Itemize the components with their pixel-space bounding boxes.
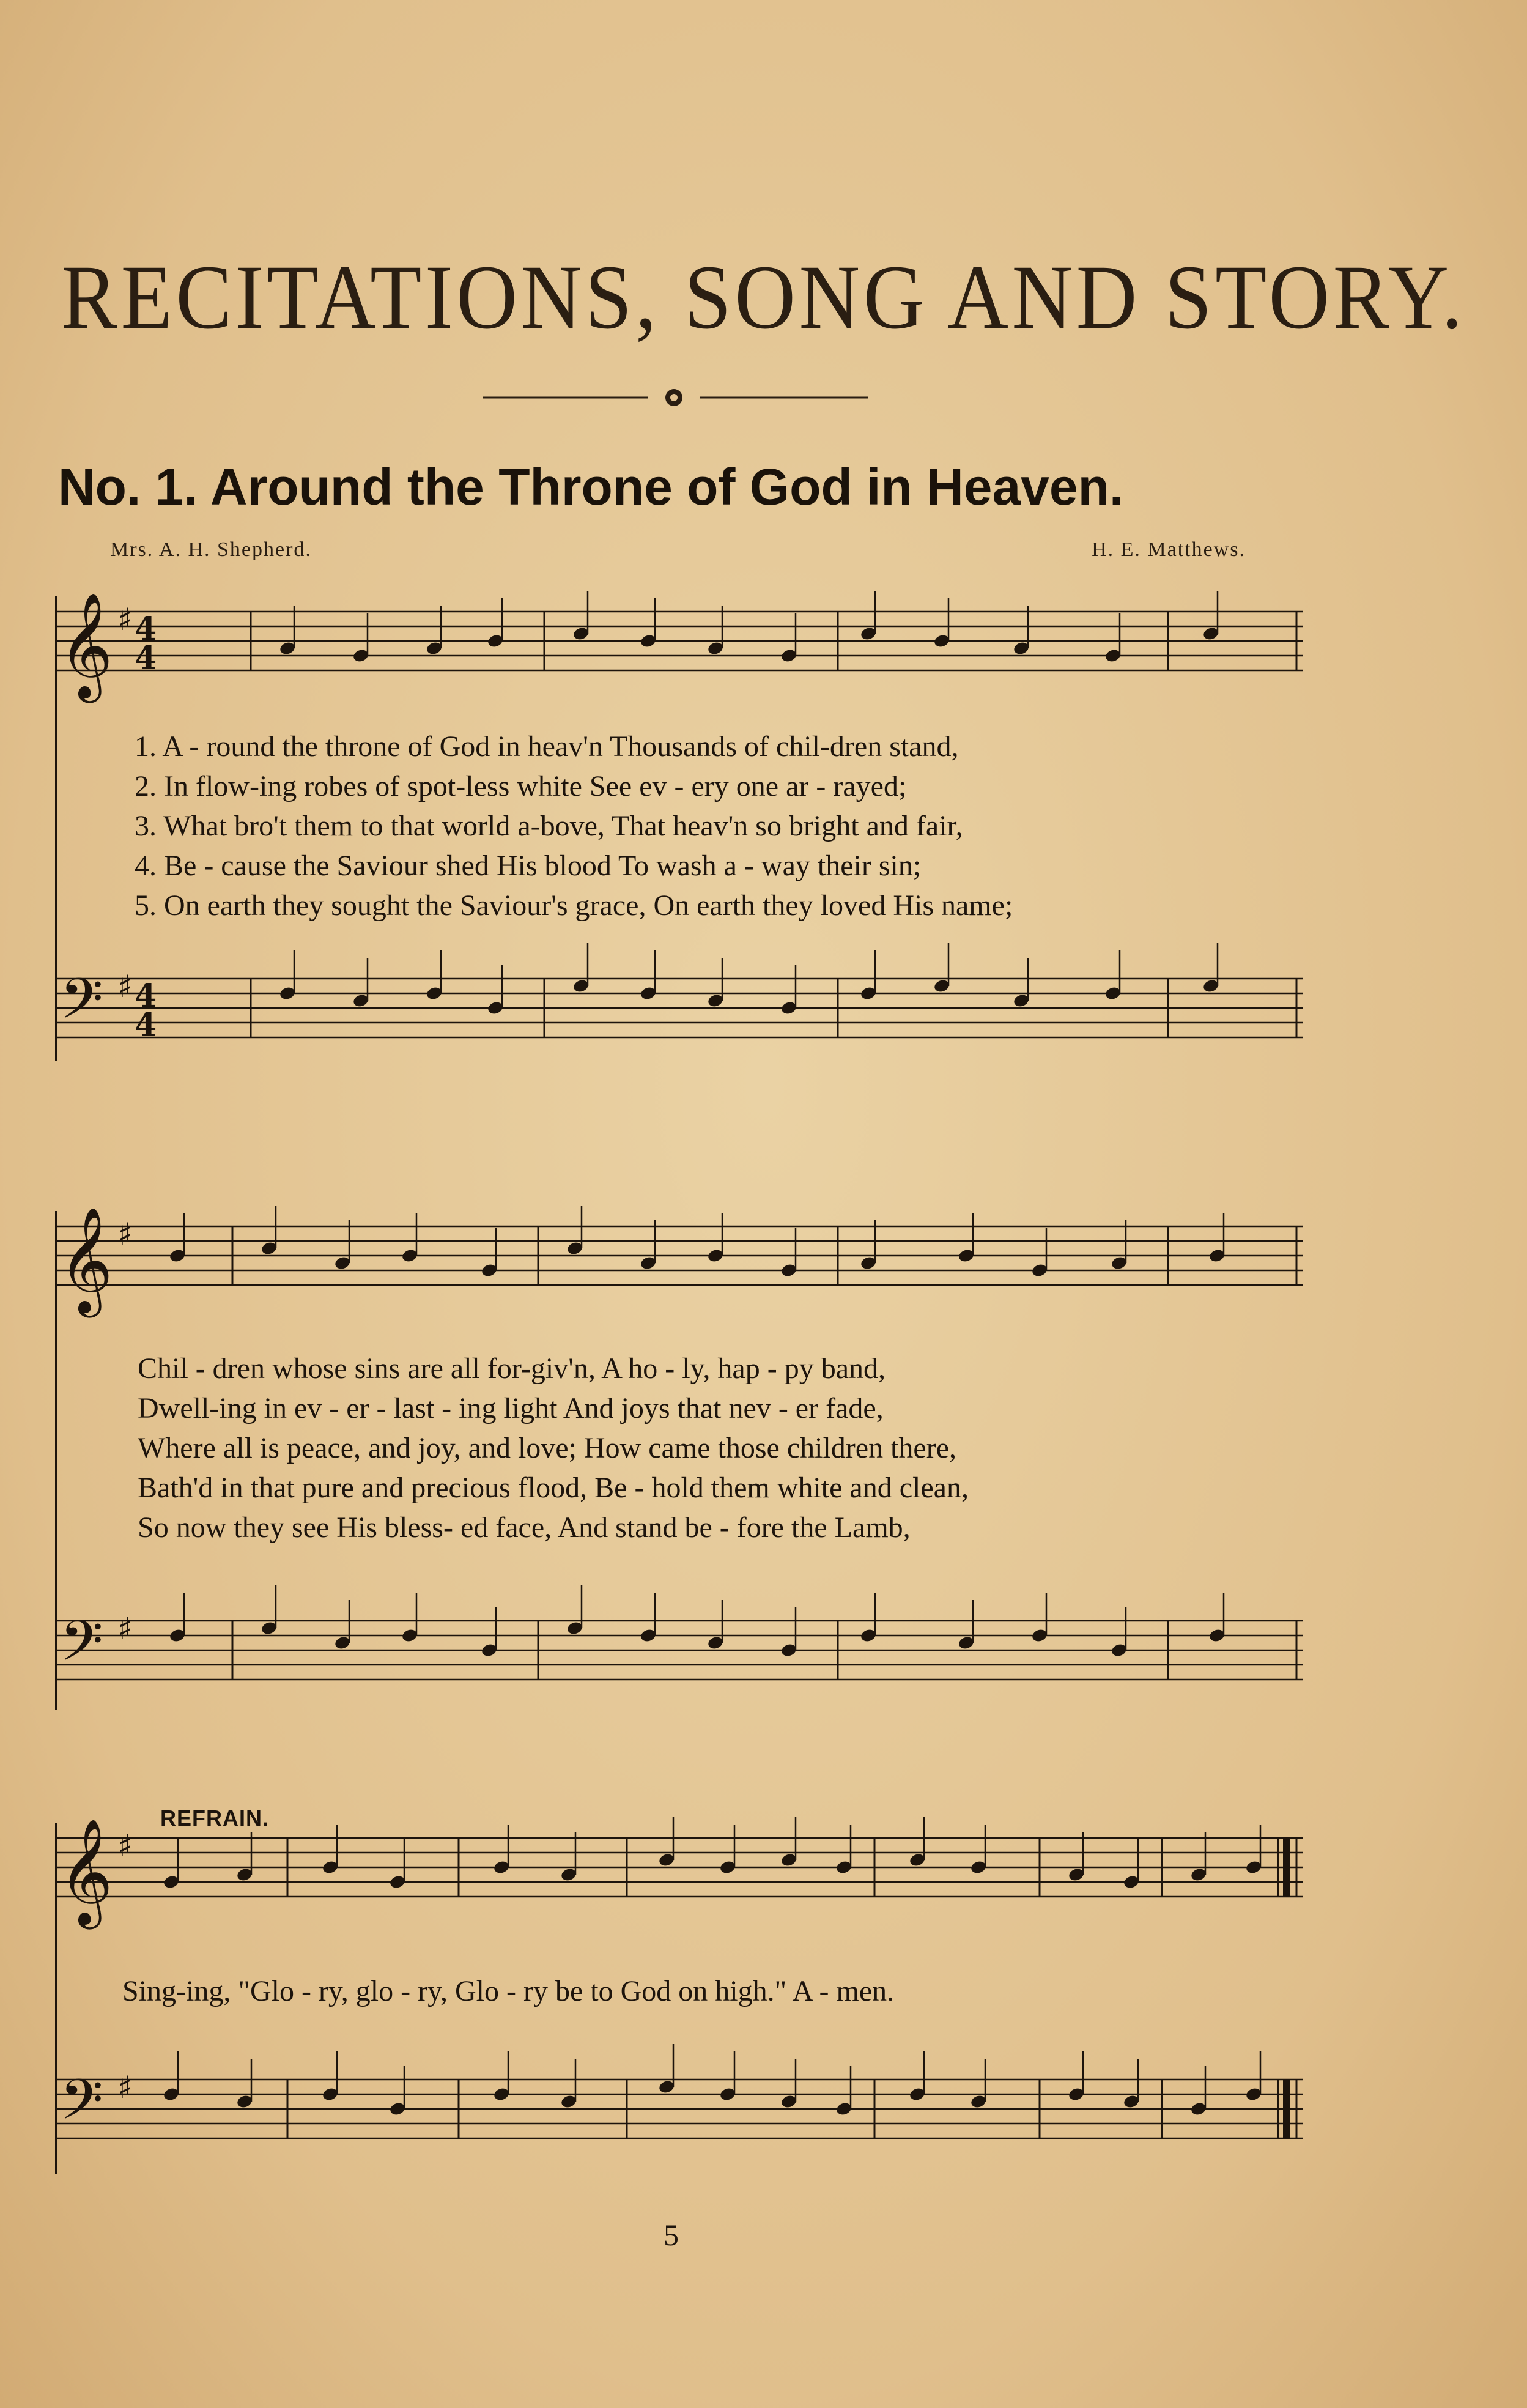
time-signature-bottom: 4 — [135, 1007, 157, 1044]
refrain-lyrics: Sing-ing, "Glo - ry, glo - ry, Glo - ry be to God on high." A - men. — [122, 1975, 895, 2007]
lyric-line: Chil - dren whose sins are all for-giv'n, A ho - ly, hap - py band, — [138, 1352, 886, 1385]
bass-clef: 𝄢 — [60, 2067, 103, 2146]
page-number: 5 — [664, 2218, 679, 2252]
lyric-line: Bath'd in that pure and precious flood, Be - hold them white and clean, — [138, 1472, 969, 1504]
sharp-sign: ♯ — [117, 2070, 133, 2105]
author-credit: Mrs. A. H. Shepherd. — [110, 538, 312, 561]
composer-credit: H. E. Matthews. — [1092, 538, 1246, 561]
lyric-line: 2. In flow-ing robes of spot-less white See ev - ery one ar - rayed; — [135, 770, 907, 802]
refrain-label: REFRAIN. — [160, 1806, 269, 1831]
time-signature-top: 4 — [135, 610, 157, 648]
final-bar — [1283, 2080, 1290, 2138]
treble-clef: 𝄞 — [59, 1818, 113, 1925]
sharp-sign: ♯ — [117, 1217, 133, 1252]
lyric-line: So now they see His bless- ed face, And stand be - fore the Lamb, — [138, 1511, 911, 1544]
final-bar — [1283, 1838, 1290, 1897]
lyric-line: Dwell-ing in ev - er - last - ing light And joys that nev - er fade, — [138, 1392, 884, 1424]
treble-clef: 𝄞 — [59, 1207, 113, 1313]
sharp-sign: ♯ — [117, 602, 133, 637]
bass-clef: 𝄢 — [60, 1609, 103, 1687]
sharp-sign: ♯ — [117, 969, 133, 1004]
lyric-line: 5. On earth they sought the Saviour's grace, On earth they loved His name; — [135, 889, 1013, 922]
lyric-line: Where all is peace, and joy, and love; How came those children there, — [138, 1432, 957, 1464]
lyric-line: 1. A - round the throne of God in heav'n Thousands of chil-dren stand, — [135, 730, 959, 763]
time-signature-top: 4 — [135, 977, 157, 1015]
lyric-line: 3. What bro't them to that world a-bove, That heav'n so bright and fair, — [135, 810, 963, 842]
hymn-title: No. 1. Around the Throne of God in Heaven. — [58, 458, 1124, 516]
sharp-sign: ♯ — [117, 1828, 133, 1864]
treble-clef: 𝄞 — [59, 592, 113, 698]
lyric-line: 4. Be - cause the Saviour shed His blood To wash a - way their sin; — [135, 850, 922, 882]
book-title: RECITATIONS, SONG AND STORY. — [61, 246, 1466, 348]
time-signature-bottom: 4 — [135, 640, 157, 677]
sharp-sign: ♯ — [117, 1611, 133, 1647]
bass-clef: 𝄢 — [60, 966, 103, 1045]
